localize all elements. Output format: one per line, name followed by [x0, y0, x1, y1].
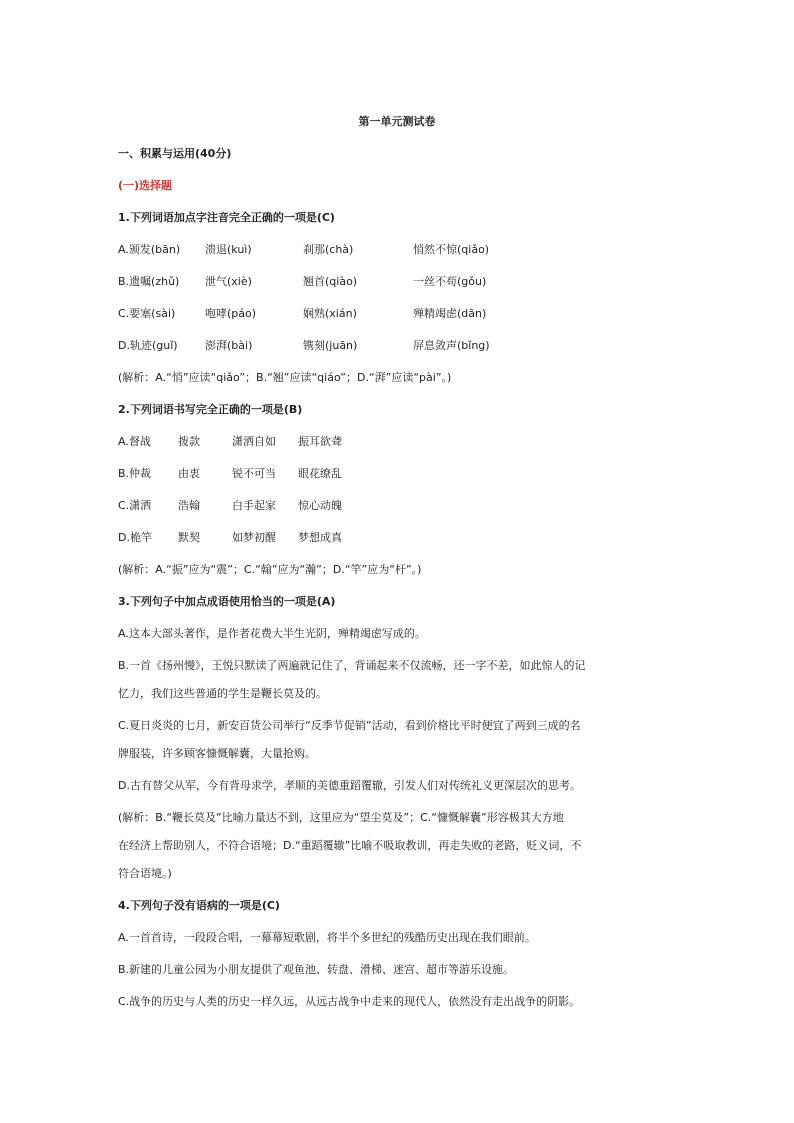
question-4-stem: 4.下列句子没有语病的一项是(C) — [118, 899, 280, 912]
option-word: 如梦初醒 — [232, 531, 276, 544]
option-word: 惊心动魄 — [298, 499, 342, 512]
option-word: B.仲裁 — [118, 467, 152, 480]
option-word: 浩翰 — [178, 499, 200, 512]
question-1-option-c — [118, 306, 486, 322]
question-3-analysis-line3: 符合语境。) — [118, 867, 172, 880]
question-2-option-c — [118, 498, 342, 514]
question-2-option-a — [118, 434, 342, 450]
option-word: 梦想成真 — [298, 531, 342, 544]
option-word: C.潇洒 — [118, 499, 152, 512]
question-3-option-c-line1: C.夏日炎炎的七月，新安百货公司举行“反季节促销”活动，看到价格比平时便宜了两到三成的名 — [118, 719, 581, 732]
option-word: 潇洒自如 — [232, 435, 276, 448]
question-2-stem: 2.下列词语书写完全正确的一项是(B) — [118, 403, 303, 416]
option-word: 娴熟(xián) — [303, 307, 357, 320]
option-word: 咆哮(páo) — [205, 307, 257, 320]
option-word: 悄然不惊(qiǎo) — [413, 243, 490, 256]
question-3-option-a: A.这本大部头著作，是作者花费大半生光阴，殚精竭虑写成的。 — [118, 627, 426, 640]
option-word: 默契 — [178, 531, 200, 544]
option-word: 镌刻(juān) — [303, 339, 358, 352]
option-word: 泄气(xiè) — [205, 275, 252, 288]
question-1-option-d — [118, 338, 490, 354]
option-word: 屏息敛声(bǐng) — [413, 339, 490, 352]
subsection-heading: (一)选择题 — [118, 179, 173, 192]
option-word: 振耳欲聋 — [298, 435, 342, 448]
option-word: 溃退(kuì) — [205, 243, 252, 256]
option-word: 翘首(qiào) — [303, 275, 358, 288]
option-word: A.颁发(bān) — [118, 243, 181, 256]
question-2-analysis: (解析：A.“振”应为“震”；C.“翰”应为“瀚”；D.“竿”应为“杆”。) — [118, 563, 422, 576]
option-word: 拨款 — [178, 435, 200, 448]
question-3-option-b-line1: B.一首《扬州慢》，王悦只默读了两遍就记住了，背诵起来不仅流畅，还一字不差，如此惊人的记 — [118, 659, 586, 672]
option-word: D.桅竿 — [118, 531, 152, 544]
option-word: 白手起家 — [232, 499, 276, 512]
question-2-option-b — [118, 466, 342, 482]
question-3-option-c-line2: 牌服装，许多顾客慷慨解囊，大量抢购。 — [118, 747, 316, 760]
option-word: D.轨迹(guǐ) — [118, 339, 178, 352]
option-word: B.遗嘱(zhǔ) — [118, 275, 180, 288]
question-2-option-d — [118, 530, 342, 546]
option-word: C.要塞(sài) — [118, 307, 176, 320]
question-1-option-b — [118, 274, 486, 290]
option-word: 由衷 — [178, 467, 200, 480]
option-word: 殚精竭虑(dān) — [413, 307, 487, 320]
question-3-analysis-line1: (解析：B.“鞭长莫及”比喻力量达不到，这里应为“望尘莫及”；C.“慷慨解囊”形容极其大方地 — [118, 811, 564, 824]
option-word: 澎湃(bài) — [205, 339, 253, 352]
question-3-option-d: D.古有替父从军，今有背母求学，孝顺的美德重蹈覆辙，引发人们对传统礼义更深层次的思考。 — [118, 779, 581, 792]
option-word: 锐不可当 — [232, 467, 276, 480]
page-title: 第一单元测试卷 — [358, 115, 436, 128]
option-word: 一丝不苟(gǒu) — [413, 275, 487, 288]
option-word: 刹那(chà) — [303, 243, 354, 256]
question-4-option-b: B.新建的儿童公园为小朋友提供了观鱼池、转盘、滑梯、迷宫、超市等游乐设施。 — [118, 963, 515, 976]
question-3-stem: 3.下列句子中加点成语使用恰当的一项是(A) — [118, 595, 336, 608]
question-1-analysis: (解析：A.“悄”应读“qiǎo”；B.“翘”应读“qiáo”；D.“湃”应读“pài”。) — [118, 371, 452, 384]
question-1-option-a — [118, 242, 489, 258]
question-4-option-a: A.一首首诗，一段段合唱，一幕幕短歌剧，将半个多世纪的残酷历史出现在我们眼前。 — [118, 931, 536, 944]
option-word: A.督战 — [118, 435, 151, 448]
question-3-option-b-line2: 忆力，我们这些普通的学生是鞭长莫及的。 — [118, 687, 327, 700]
question-3-analysis-line2: 在经济上帮助别人，不符合语境；D.“重蹈覆辙”比喻不吸取教训，再走失败的老路，贬义词，不 — [118, 839, 582, 852]
section-heading: 一、积累与运用(40分) — [118, 147, 232, 160]
option-word: 眼花缭乱 — [298, 467, 342, 480]
question-1-stem: 1.下列词语加点字注音完全正确的一项是(C) — [118, 211, 335, 224]
question-4-option-c: C.战争的历史与人类的历史一样久远，从远古战争中走来的现代人，依然没有走出战争的阴影。 — [118, 995, 581, 1008]
